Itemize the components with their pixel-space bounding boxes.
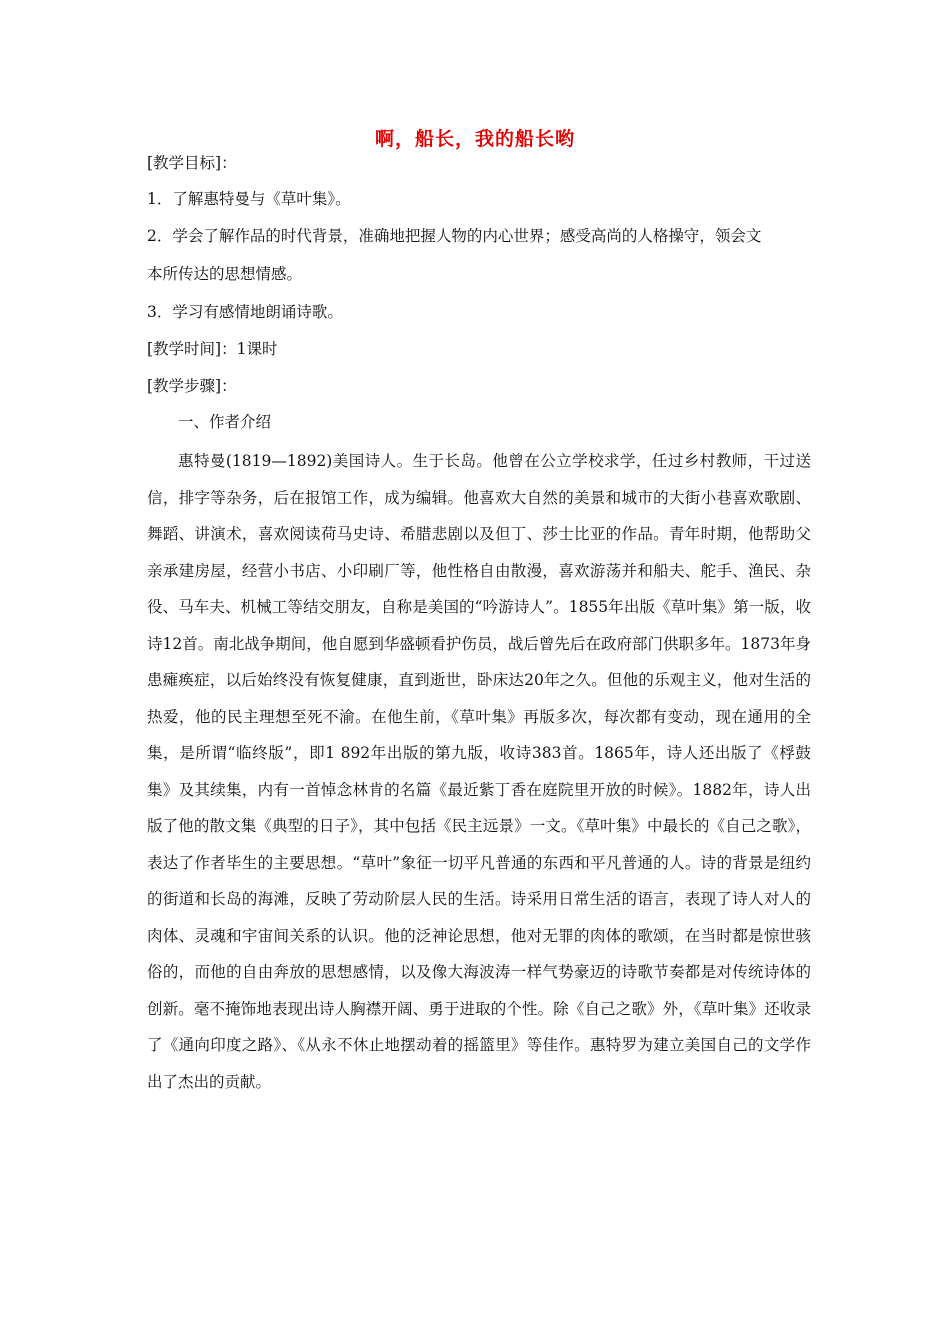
steps-heading: [教学步骤]： xyxy=(147,377,237,395)
objective-2: 2．学会了解作品的时代背景，准确地把握人物的内心世界；感受高尚的人格操守，领会文 xyxy=(147,227,762,245)
section-heading: 一、作者介绍 xyxy=(178,413,272,431)
teaching-time: [教学时间]：1课时 xyxy=(147,340,278,358)
objectives-heading: [教学目标]： xyxy=(147,154,237,172)
objective-2-continued: 本所传达的思想情感。 xyxy=(147,265,303,283)
author-introduction-paragraph: 惠特曼(1819—1892)美国诗人。生于长岛。他曾在公立学校求学，任过乡村教师，干过送信，排字等杂务，后在报馆工作，成为编辑。他喜欢大自然的美景和城市的大街小巷喜欢歌剧、舞蹈、讲演术，喜欢阅读荷马史诗、希腊悲剧以及但丁、莎士比亚的作品。青年时期，他帮助父亲承建房屋，经营小书店、小印刷厂等，他性格自由散漫，喜欢游荡并和船夫、舵手、渔民、杂役、马车夫、机械工等结交朋友，自称是美国的“吟游诗人”。1855年出版《草叶集》第一版，收诗12首。南北战争期间，他自愿到华盛顿看护伤员，战后曾先后在政府部门供职多年。1873年身患瘫痪症，以后始终没有恢复健康，直到逝世，卧床达20年之久。但他的乐观主义，他对生活的热爱，他的民主理想至死不渝。在他生前，《草叶集》再版多次，每次都有变动，现在通用的全集，是所谓“临终版”，即1 892年出版的第九版，收诗383首。1865年，诗人还出版了《桴鼓集》及其续集，内有一首悼念林肯的名篇《最近紫丁香在庭院里开放的时候》。1882年，诗人出版了他的散文集《典型的日子》，其中包括《民主远景》一文。《草叶集》中最长的《自己之歌》，表达了作者毕生的主要思想。“草叶”象征一切平凡普通的东西和平凡普通的人。诗的背景是纽约的街道和长岛的海滩，反映了劳动阶层人民的生活。诗采用日常生活的语言，表现了诗人对人的肉体、灵魂和宇宙间关系的认识。他的泛神论思想，他对无罪的肉体的歌颂，在当时都是惊世骇俗的，而他的自由奔放的思想感情，以及像大海波涛一样气势豪迈的诗歌节奏都是对传统诗体的创新。毫不掩饰地表现出诗人胸襟开阔、勇于进取的个性。除《自己之歌》外，《草叶集》还收录了《通向印度之路》、《从永不休止地摆动着的摇篮里》等佳作。惠特罗为建立美国自己的文学作出了杰出的贡献。 xyxy=(147,452,811,1091)
page-title: 啊，船长，我的船长哟 xyxy=(374,128,575,150)
objective-3: 3．学习有感情地朗诵诗歌。 xyxy=(147,303,343,321)
objective-1: 1．了解惠特曼与《草叶集》。 xyxy=(147,190,351,208)
